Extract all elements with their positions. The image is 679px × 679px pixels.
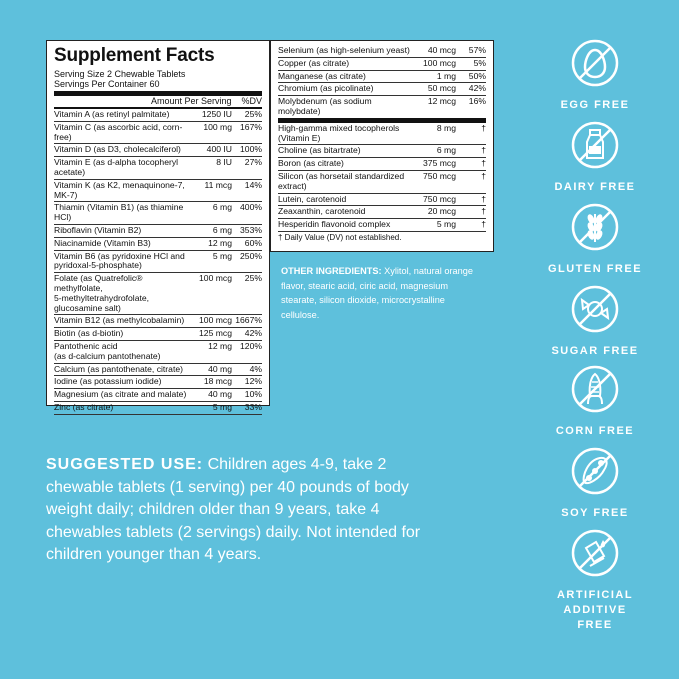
- suggested-use: [46, 454, 426, 567]
- nutrient-row: [54, 225, 262, 238]
- nutrient-row: [54, 251, 262, 274]
- nutrient-dv: 14%: [244, 179, 262, 190]
- nutrient-name: Calcium (as pantothenate, citrate): [54, 363, 183, 374]
- badge-label: EGG FREE: [560, 99, 630, 111]
- badge-label: CORN FREE: [555, 425, 635, 437]
- nutrient-list-left: [54, 109, 262, 415]
- servings-per-container: Servings Per Container 60: [54, 79, 160, 89]
- supplement-facts-panel-right: [270, 40, 494, 252]
- nutrient-name: Folate (as Quatrefolic® methylfolate, 5-methyltetrahydrofolate, glucosamine salt): [54, 273, 150, 313]
- nutrient-dv: †: [481, 193, 486, 204]
- nutrient-row: [54, 402, 262, 415]
- nutrient-dv: 50%: [468, 70, 486, 81]
- nutrient-list-right: [278, 45, 486, 232]
- nutrient-amount: 5 mg: [212, 250, 232, 261]
- nutrient-dv: 4%: [249, 363, 262, 374]
- nutrient-name: Copper (as citrate): [278, 57, 350, 68]
- nutrient-dv: 42%: [244, 328, 262, 339]
- nutrient-name: Iodine (as potassium iodide): [54, 376, 162, 387]
- nutrient-row: [278, 145, 486, 158]
- nutrient-name: Selenium (as high-selenium yeast): [278, 45, 410, 55]
- nutrient-row: [278, 206, 486, 219]
- nutrient-amount: 12 mg: [208, 340, 232, 351]
- nutrient-row: [278, 219, 486, 232]
- nutrient-name: Vitamin K (as K2, menaquinone-7, MK-7): [54, 179, 185, 200]
- badge-label: ARTIFICIAL ADDITIVE FREE: [556, 589, 634, 631]
- nutrient-name: Molybdenum (as sodium molybdate): [278, 96, 372, 116]
- other-ingredients: [281, 264, 481, 322]
- badge-sugar-free: [545, 284, 645, 359]
- nutrient-amount: 18 mcg: [203, 376, 232, 387]
- nutrient-dv: 10%: [244, 389, 262, 400]
- nutrient-dv: 1667%: [235, 315, 262, 326]
- nutrient-name: Biotin (as d-biotin): [54, 328, 124, 339]
- nutrient-amount: 6 mg: [212, 224, 232, 235]
- nutrient-row: [278, 45, 486, 58]
- nutrient-dv: 60%: [244, 237, 262, 248]
- nutrient-row: [278, 194, 486, 207]
- suggested-use-label: SUGGESTED USE:: [46, 456, 204, 473]
- nutrient-row: [278, 171, 486, 194]
- nutrient-name: Vitamin E (as d-alpha tocopheryl acetate): [54, 157, 179, 177]
- nutrient-dv: †: [481, 170, 486, 181]
- nutrient-amount: 1 mg: [436, 70, 456, 81]
- nutrient-dv: 16%: [468, 96, 486, 107]
- nutrient-dv: 27%: [244, 157, 262, 168]
- nutrient-name: Zeaxanthin, carotenoid: [278, 206, 366, 217]
- nutrient-dv: 42%: [468, 83, 486, 94]
- nutrient-amount: 12 mg: [208, 237, 232, 248]
- nutrient-amount: 8 IU: [216, 157, 232, 168]
- nutrient-dv: 12%: [244, 376, 262, 387]
- candy-icon: [570, 284, 620, 334]
- badge-gluten-free: [545, 202, 645, 277]
- nutrient-row: [278, 83, 486, 96]
- nutrient-row: [54, 144, 262, 157]
- nutrient-name: Hesperidin flavonoid complex: [278, 219, 391, 230]
- nutrient-dv: 100%: [240, 144, 262, 155]
- nutrient-amount: 40 mg: [208, 389, 232, 400]
- nutrient-dv: †: [481, 145, 486, 156]
- nutrient-dv: 167%: [240, 121, 262, 132]
- other-ingredients-label: OTHER INGREDIENTS:: [281, 266, 382, 276]
- other-ingredients-text: Xylitol, natural orange flavor, stearic acid, ciric acid, magnesium stearate, silicon dioxide, microcrystalline cellulose.: [281, 266, 473, 320]
- nutrient-name: Manganese (as citrate): [278, 70, 366, 81]
- nutrient-row: [54, 389, 262, 402]
- badge-dairy-free: [545, 120, 645, 195]
- nutrient-name: Zinc (as citrate): [54, 401, 114, 412]
- nutrient-amount: 40 mcg: [427, 45, 456, 55]
- nutrient-dv: 5%: [473, 57, 486, 68]
- suggested-use-text: Children ages 4-9, take 2 chewable tablets (1 serving) per 40 pounds of body weight daily; children older than 9 years, take 4 chewables tablets (2 servings) daily. Not intended for children younger than 4 years.: [46, 456, 421, 563]
- nutrient-dv: 353%: [240, 224, 262, 235]
- nutrient-dv: †: [481, 122, 486, 133]
- soybean-icon: [570, 446, 620, 496]
- badge-corn-free: [545, 364, 645, 439]
- nutrient-amount: 40 mg: [208, 363, 232, 374]
- egg-icon: [570, 38, 620, 88]
- nutrient-amount: 750 mcg: [423, 170, 456, 181]
- nutrient-name: Magnesium (as citrate and malate): [54, 389, 187, 400]
- nutrient-amount: 100 mcg: [199, 273, 232, 284]
- corn-icon: [570, 364, 620, 414]
- nutrient-amount: 6 mg: [212, 202, 232, 213]
- nutrient-dv: 57%: [468, 45, 486, 55]
- nutrient-row: [54, 376, 262, 389]
- nutrient-amount: 100 mg: [203, 121, 232, 132]
- nutrient-name: Chromium (as picolinate): [278, 83, 374, 94]
- badge-label: SOY FREE: [561, 507, 629, 519]
- nutrient-amount: 100 mcg: [199, 315, 232, 326]
- badge-label: DAIRY FREE: [554, 181, 636, 193]
- supplement-facts-title: Supplement Facts: [54, 45, 215, 66]
- nutrient-dv: 120%: [240, 340, 262, 351]
- nutrient-amount: 375 mcg: [423, 158, 456, 169]
- nutrient-row: [54, 364, 262, 377]
- nutrient-row: [54, 341, 262, 364]
- nutrient-dv: †: [481, 206, 486, 217]
- badge-egg-free: [545, 38, 645, 113]
- table-header: [54, 96, 262, 109]
- nutrient-dv: †: [481, 158, 486, 169]
- nutrient-name: Vitamin A (as retinyl palmitate): [54, 109, 170, 119]
- nutrient-name: Riboflavin (Vitamin B2): [54, 224, 142, 235]
- dv-header: %DV: [241, 96, 262, 106]
- nutrient-name: Boron (as citrate): [278, 158, 344, 169]
- nutrient-row: [54, 109, 262, 122]
- nutrient-dv: 25%: [244, 109, 262, 119]
- nutrient-row: [278, 96, 486, 123]
- nutrient-amount: 100 mcg: [423, 57, 456, 68]
- nutrient-amount: 5 mg: [436, 219, 456, 230]
- supplement-facts-panel-left: [46, 40, 270, 412]
- nutrient-name: High-gamma mixed tocopherols (Vitamin E): [278, 122, 400, 143]
- badge-label: GLUTEN FREE: [547, 263, 643, 275]
- badge-soy-free: [545, 446, 645, 521]
- nutrient-amount: 1250 IU: [201, 109, 232, 119]
- nutrient-amount: 5 mg: [212, 401, 232, 412]
- additive-icon: [570, 528, 620, 578]
- nutrient-row: [278, 158, 486, 171]
- nutrient-row: [54, 157, 262, 180]
- nutrient-name: Pantothenic acid (as d-calcium pantothenate): [54, 340, 161, 361]
- serving-size: Serving Size 2 Chewable Tablets: [54, 69, 186, 79]
- nutrient-row: [278, 58, 486, 71]
- nutrient-dv: 33%: [244, 401, 262, 412]
- nutrient-name: Vitamin C (as ascorbic acid, corn-free): [54, 121, 183, 142]
- nutrient-amount: 12 mcg: [427, 96, 456, 107]
- nutrient-amount: 11 mcg: [204, 179, 232, 190]
- milk-bottle-icon: [570, 120, 620, 170]
- nutrient-row: [54, 273, 262, 315]
- nutrient-dv: †: [481, 219, 486, 230]
- nutrient-name: Thiamin (Vitamin B1) (as thiamine HCl): [54, 202, 184, 223]
- nutrient-amount: 750 mcg: [423, 193, 456, 204]
- nutrient-name: Lutein, carotenoid: [278, 193, 347, 204]
- nutrient-amount: 6 mg: [436, 145, 456, 156]
- nutrient-name: Vitamin D (as D3, cholecalciferol): [54, 144, 181, 155]
- nutrient-dv: 25%: [244, 273, 262, 284]
- nutrient-amount: 8 mg: [436, 122, 456, 133]
- nutrient-name: Vitamin B12 (as methylcobalamin): [54, 315, 185, 326]
- nutrient-dv: 250%: [240, 250, 262, 261]
- nutrient-amount: 50 mcg: [427, 83, 456, 94]
- nutrient-amount: 400 IU: [206, 144, 232, 155]
- badge-artificial-additive-free: [545, 528, 645, 633]
- badge-label: SUGAR FREE: [551, 345, 639, 357]
- nutrient-row: [54, 202, 262, 225]
- nutrient-name: Silicon (as horsetail standardized extract): [278, 170, 405, 191]
- wheat-icon: [570, 202, 620, 252]
- footnote: † Daily Value (DV) not established.: [278, 232, 402, 242]
- nutrient-row: [54, 328, 262, 341]
- nutrient-amount: 125 mcg: [199, 328, 232, 339]
- nutrient-row: [54, 122, 262, 145]
- nutrient-row: [278, 123, 486, 146]
- amount-header: Amount Per Serving: [150, 96, 232, 106]
- nutrient-name: Choline (as bitartrate): [278, 145, 361, 156]
- nutrient-row: [54, 238, 262, 251]
- nutrient-row: [278, 71, 486, 84]
- nutrient-dv: 400%: [240, 202, 262, 213]
- nutrient-row: [54, 315, 262, 328]
- nutrient-name: Niacinamide (Vitamin B3): [54, 237, 151, 248]
- nutrient-name: Vitamin B6 (as pyridoxine HCl and pyridoxal-5-phosphate): [54, 250, 185, 271]
- nutrient-amount: 20 mcg: [427, 206, 456, 217]
- nutrient-row: [54, 180, 262, 203]
